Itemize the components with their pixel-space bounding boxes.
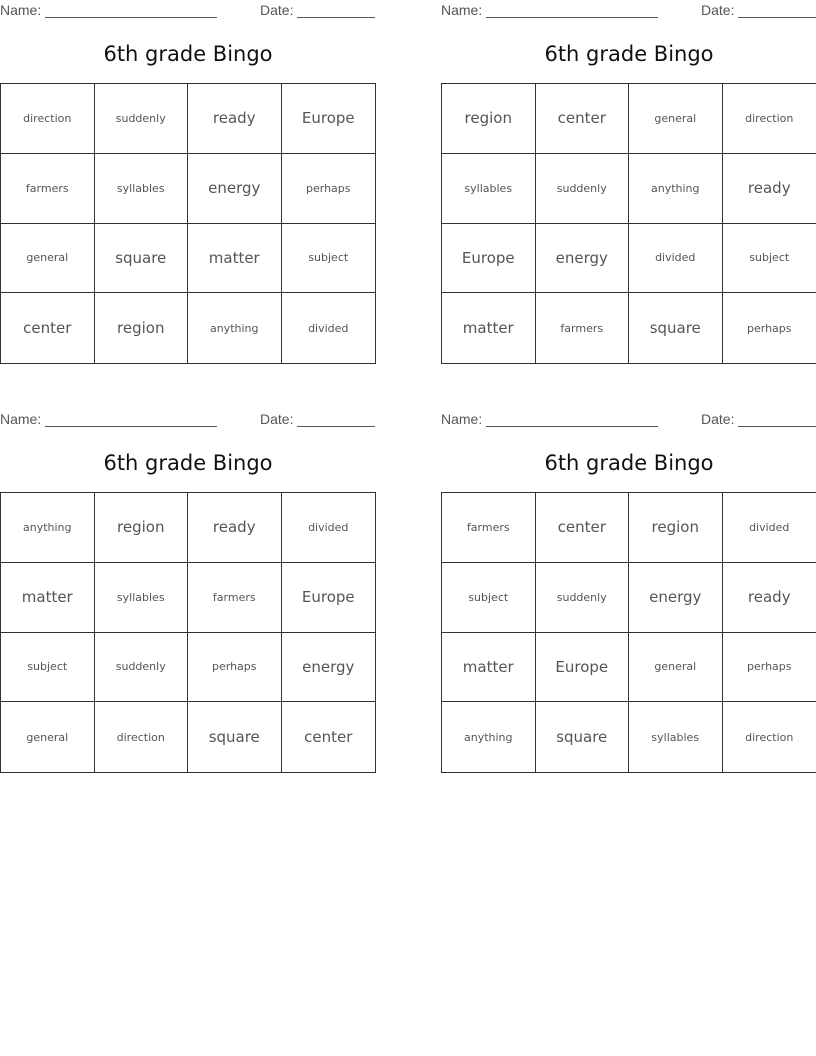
bingo-cell[interactable]: square	[536, 702, 630, 772]
name-blank[interactable]	[45, 426, 217, 427]
name-label: Name:	[441, 2, 483, 18]
bingo-cell[interactable]: matter	[442, 293, 536, 363]
name-date-line	[441, 409, 816, 429]
bingo-cell[interactable]: general	[629, 84, 723, 154]
bingo-cell[interactable]: center	[304, 728, 353, 747]
bingo-cell[interactable]: syllables	[629, 702, 723, 772]
bingo-cell[interactable]: subject	[1, 633, 95, 703]
name-blank[interactable]	[45, 17, 217, 18]
bingo-cell[interactable]: square	[188, 702, 282, 772]
bingo-cell[interactable]: Europe	[442, 224, 536, 294]
bingo-grid	[0, 83, 376, 364]
bingo-cell[interactable]: farmers	[188, 563, 282, 633]
bingo-cell[interactable]: suddenly	[95, 633, 189, 703]
bingo-card-4	[441, 409, 816, 774]
bingo-card-1	[0, 0, 376, 365]
date-label: Date:	[260, 2, 294, 18]
name-blank[interactable]	[486, 17, 658, 18]
bingo-cell[interactable]: anything	[1, 493, 95, 563]
bingo-cell[interactable]: Europe	[536, 633, 630, 703]
bingo-cell[interactable]: perhaps	[188, 633, 282, 703]
bingo-cell[interactable]: perhaps	[282, 154, 376, 224]
bingo-cell[interactable]: divided	[308, 321, 349, 335]
bingo-cell[interactable]: anything	[442, 702, 536, 772]
bingo-cell[interactable]: syllables	[95, 563, 189, 633]
bingo-cell[interactable]: syllables	[442, 154, 536, 224]
bingo-card-3	[0, 409, 376, 774]
date-label: Date:	[260, 411, 294, 427]
card-title: 6th grade Bingo	[544, 42, 714, 66]
bingo-cell[interactable]: suddenly	[536, 563, 630, 633]
bingo-cell[interactable]: ready	[723, 154, 816, 224]
bingo-cell[interactable]: divided	[723, 493, 816, 563]
bingo-cell[interactable]: perhaps	[746, 321, 792, 335]
bingo-cell[interactable]: divided	[629, 224, 723, 294]
name-date-line	[441, 0, 816, 20]
bingo-cell[interactable]: ready	[723, 563, 816, 633]
bingo-cell[interactable]: farmers	[536, 293, 630, 363]
date-blank[interactable]	[297, 17, 375, 18]
bingo-cell[interactable]: perhaps	[723, 633, 816, 703]
name-label: Name:	[0, 411, 42, 427]
bingo-cell[interactable]: region	[442, 84, 536, 154]
card-title: 6th grade Bingo	[103, 42, 273, 66]
date-blank[interactable]	[738, 17, 816, 18]
bingo-cell[interactable]: divided	[282, 493, 376, 563]
name-date-line	[0, 409, 376, 429]
bingo-cell[interactable]: center	[536, 493, 630, 563]
bingo-cell[interactable]: subject	[442, 563, 536, 633]
name-blank[interactable]	[486, 426, 658, 427]
bingo-cell[interactable]: general	[629, 633, 723, 703]
bingo-cell[interactable]: region	[95, 293, 189, 363]
bingo-cell[interactable]: anything	[188, 293, 282, 363]
bingo-grid	[441, 492, 816, 773]
bingo-cell[interactable]: direction	[1, 84, 95, 154]
bingo-cell[interactable]: square	[95, 224, 189, 294]
bingo-cell[interactable]: suddenly	[536, 154, 630, 224]
bingo-cell[interactable]: energy	[536, 224, 630, 294]
date-label: Date:	[701, 411, 735, 427]
bingo-cell[interactable]: ready	[188, 84, 282, 154]
bingo-cell[interactable]: anything	[629, 154, 723, 224]
bingo-cell[interactable]: subject	[723, 224, 816, 294]
bingo-cell[interactable]: energy	[188, 154, 282, 224]
card-title: 6th grade Bingo	[544, 451, 714, 475]
bingo-cell[interactable]: region	[95, 493, 189, 563]
bingo-cell[interactable]: matter	[442, 633, 536, 703]
bingo-cell[interactable]: center	[536, 84, 630, 154]
bingo-cell[interactable]: ready	[188, 493, 282, 563]
date-blank[interactable]	[297, 426, 375, 427]
name-label: Name:	[441, 411, 483, 427]
bingo-cell[interactable]: square	[629, 293, 723, 363]
date-blank[interactable]	[738, 426, 816, 427]
date-label: Date:	[701, 2, 735, 18]
bingo-cell[interactable]: Europe	[282, 563, 376, 633]
bingo-cell[interactable]: matter	[1, 563, 95, 633]
bingo-cell[interactable]: energy	[629, 563, 723, 633]
name-label: Name:	[0, 2, 42, 18]
bingo-cell[interactable]: general	[1, 224, 95, 294]
bingo-cell[interactable]: farmers	[442, 493, 536, 563]
bingo-cell[interactable]: center	[1, 293, 95, 363]
bingo-cell[interactable]: energy	[282, 633, 376, 703]
bingo-cell[interactable]: direction	[723, 84, 816, 154]
bingo-cell[interactable]: suddenly	[95, 84, 189, 154]
bingo-cell[interactable]: direction	[745, 730, 794, 744]
bingo-cell[interactable]: farmers	[1, 154, 95, 224]
bingo-card-2	[441, 0, 816, 365]
bingo-cell[interactable]: general	[1, 702, 95, 772]
bingo-cell[interactable]: Europe	[282, 84, 376, 154]
bingo-cell[interactable]: region	[629, 493, 723, 563]
bingo-cell[interactable]: subject	[282, 224, 376, 294]
bingo-cell[interactable]: direction	[95, 702, 189, 772]
bingo-grid	[441, 83, 816, 364]
bingo-cell[interactable]: syllables	[95, 154, 189, 224]
card-title: 6th grade Bingo	[103, 451, 273, 475]
bingo-cell[interactable]: matter	[188, 224, 282, 294]
bingo-grid	[0, 492, 376, 773]
name-date-line	[0, 0, 376, 20]
